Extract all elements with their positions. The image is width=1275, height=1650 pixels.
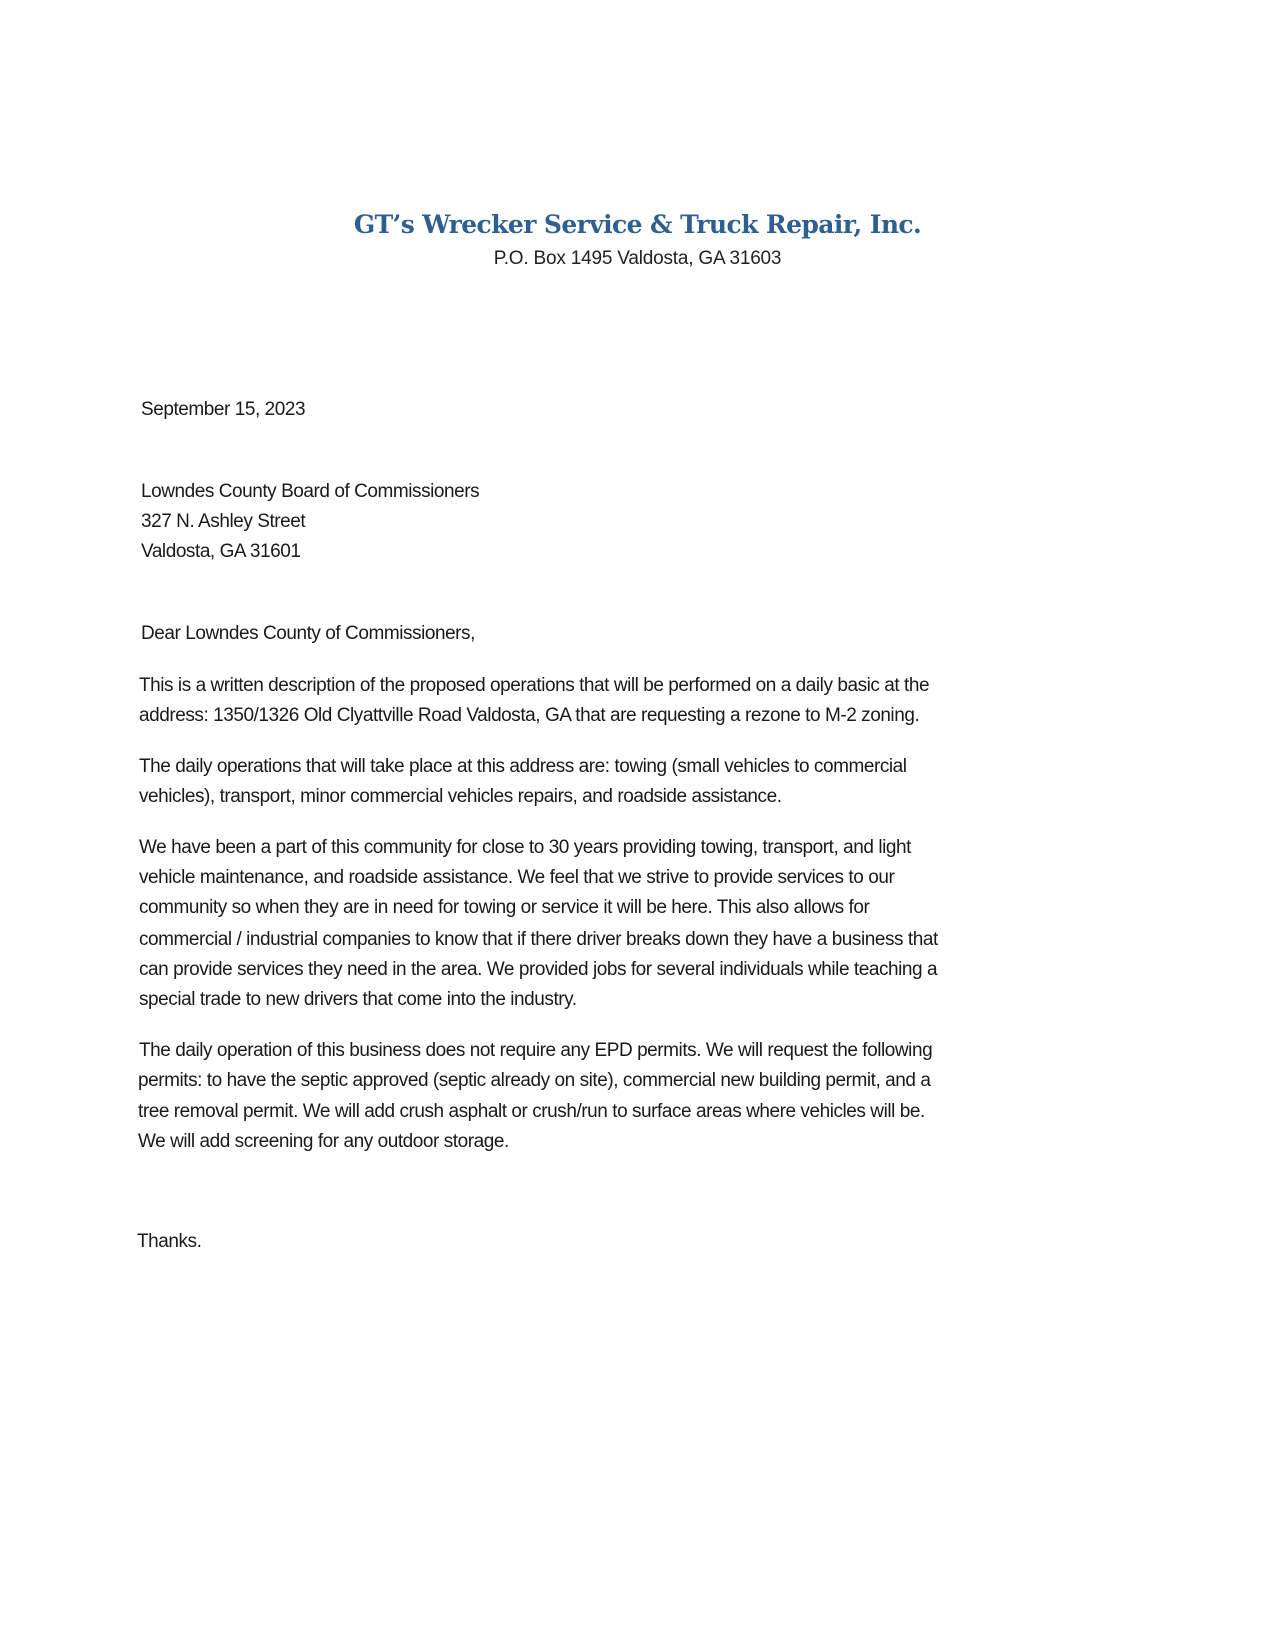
paragraph-3-line: commercial / industrial companies to know that if there driver breaks down they have a business that <box>139 929 938 950</box>
paragraph-4-line: permits: to have the septic approved (septic already on site), commercial new building permit, and a <box>138 1070 931 1091</box>
paragraph-4-line: We will add screening for any outdoor storage. <box>138 1131 509 1152</box>
letter-date: September 15, 2023 <box>141 399 306 420</box>
paragraph-1-line: This is a written description of the proposed operations that will be performed on a daily basic at the <box>139 675 930 696</box>
paragraph-4-line: The daily operation of this business does not require any EPD permits. We will request the following <box>139 1040 933 1061</box>
closing: Thanks. <box>137 1231 202 1252</box>
paragraph-1-line: address: 1350/1326 Old Clyattville Road Valdosta, GA that are requesting a rezone to M-2 zoning. <box>139 705 920 726</box>
paragraph-2-line: vehicles), transport, minor commercial vehicles repairs, and roadside assistance. <box>139 786 782 807</box>
paragraph-3-line: community so when they are in need for towing or service it will be here. This also allows for <box>139 897 870 918</box>
paragraph-4-line: tree removal permit. We will add crush asphalt or crush/run to surface areas where vehicles will be. <box>138 1101 925 1122</box>
company-address: P.O. Box 1495 Valdosta, GA 31603 <box>493 248 782 269</box>
recipient-line: Valdosta, GA 31601 <box>141 541 301 562</box>
recipient-line: 327 N. Ashley Street <box>141 511 306 532</box>
paragraph-3-line: vehicle maintenance, and roadside assistance. We feel that we strive to provide services to our <box>139 867 895 888</box>
paragraph-3-line: special trade to new drivers that come into the industry. <box>139 989 577 1010</box>
paragraph-3-line: can provide services they need in the area. We provided jobs for several individuals while teaching a <box>139 959 938 980</box>
salutation: Dear Lowndes County of Commissioners, <box>141 623 475 644</box>
paragraph-2-line: The daily operations that will take place at this address are: towing (small vehicles to commercial <box>139 756 907 777</box>
recipient-line: Lowndes County Board of Commissioners <box>141 481 480 502</box>
paragraph-3-line: We have been a part of this community for close to 30 years providing towing, transport, and light <box>139 837 911 858</box>
company-name: GT’s Wrecker Service & Truck Repair, Inc. <box>353 210 922 239</box>
